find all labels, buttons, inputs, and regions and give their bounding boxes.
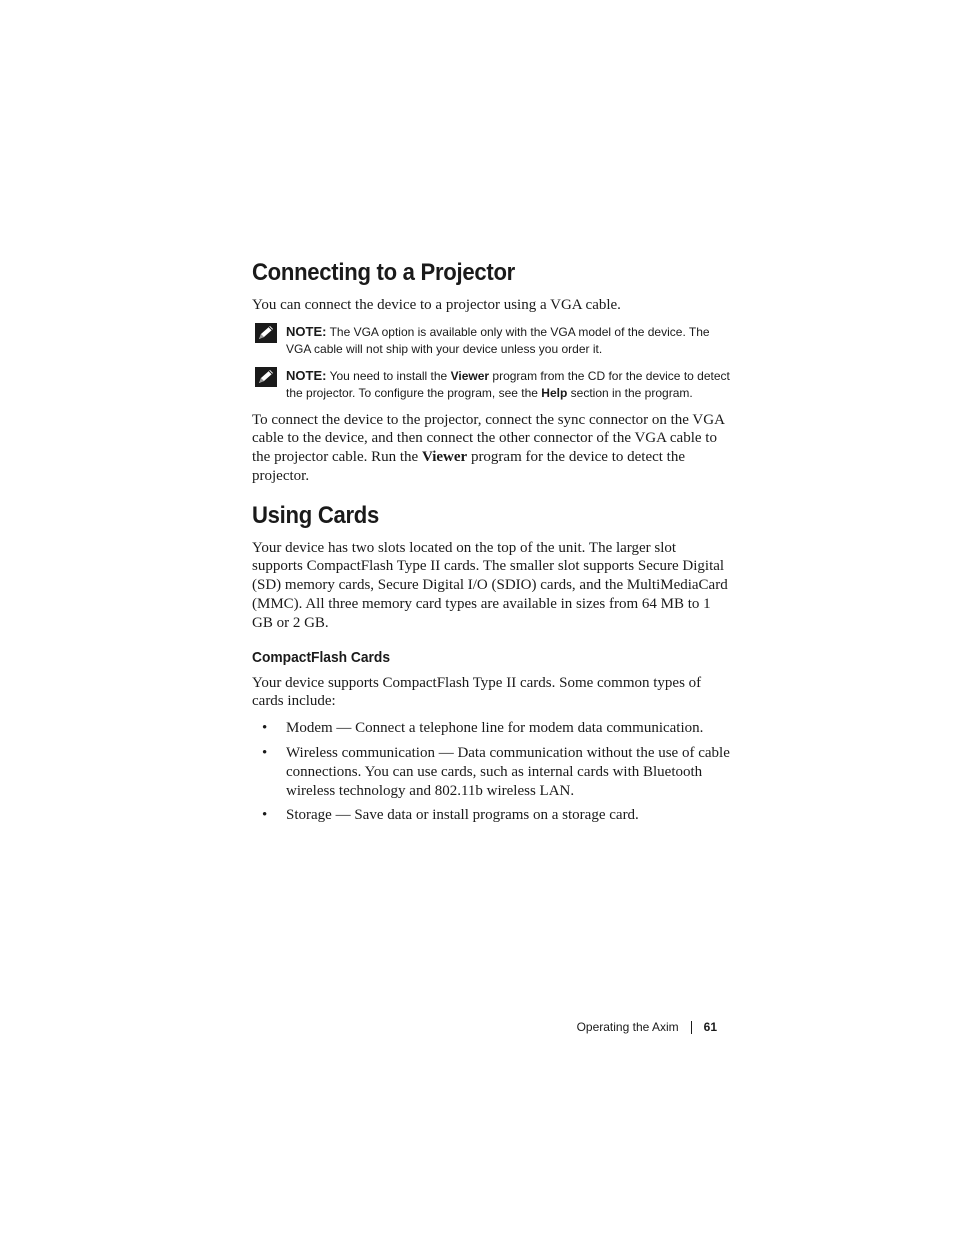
note-text-a: You need to install the — [329, 368, 448, 383]
note-pencil-icon — [255, 323, 277, 343]
note-pencil-icon — [255, 367, 277, 387]
compactflash-intro: Your device supports CompactFlash Type II cards. Some common types of cards include: — [252, 674, 702, 710]
list-item: • Wireless communication — Data communication without the use of cable connections. You can use cards, such as internal cards with Bluetooth wireless technology and 802.11b wireless LAN. — [262, 744, 730, 799]
instructions-text-a: To connect the device to the projector, connect the sync connector on the VGA cable to the device, and then connect the other connector of the VGA cable to the projector cable. Run the — [252, 411, 725, 466]
note-install-viewer — [252, 367, 730, 403]
note-text-b: program from the CD for the device to detect the projector. To configure the program, see the — [286, 368, 730, 401]
note-label: NOTE: — [286, 367, 327, 383]
heading-compactflash-cards: CompactFlash Cards — [252, 648, 391, 666]
list-item: • Modem — Connect a telephone line for modem data communication. — [262, 720, 704, 737]
heading-connecting-projector: Connecting to a Projector — [252, 259, 515, 286]
page-content — [252, 255, 730, 831]
note-vga-option — [252, 323, 730, 359]
projector-intro: You can connect the device to a projector using a VGA cable. — [252, 296, 621, 313]
viewer-program-name: Viewer — [421, 449, 468, 466]
note-label: NOTE: — [286, 323, 327, 339]
card-types-list — [252, 719, 730, 825]
note-text: The VGA option is available only with the VGA model of the device. The VGA cable will not ship with your device unless you order it. — [286, 324, 710, 357]
bullet-icon: • — [262, 720, 268, 737]
footer-section-name: Operating the Axim — [576, 1020, 679, 1034]
page-footer — [577, 1020, 717, 1034]
heading-using-cards: Using Cards — [252, 501, 380, 529]
footer-divider — [691, 1021, 692, 1034]
cards-description: Your device has two slots located on the top of the unit. The larger slot supports CompactFlash Type II cards. The smaller slot supports Secure Digital (SD) memory cards, Secure Digital I/O (SDIO) cards, and the MultiMediaCard (MMC). All three memory card types are available in sizes from 64 MB to 1 GB or 2 GB. — [252, 539, 728, 631]
instructions-text-b: program for the device to detect the projector. — [252, 449, 686, 484]
note-text-c: section in the program. — [570, 386, 693, 401]
projector-instructions — [252, 411, 730, 486]
page-number: 61 — [703, 1020, 717, 1034]
list-item: • Storage — Save data or install programs on a storage card. — [262, 807, 639, 824]
viewer-program-name: Viewer — [450, 368, 490, 383]
bullet-icon: • — [262, 744, 268, 761]
help-menu-name: Help — [541, 386, 568, 401]
bullet-icon: • — [262, 807, 268, 824]
